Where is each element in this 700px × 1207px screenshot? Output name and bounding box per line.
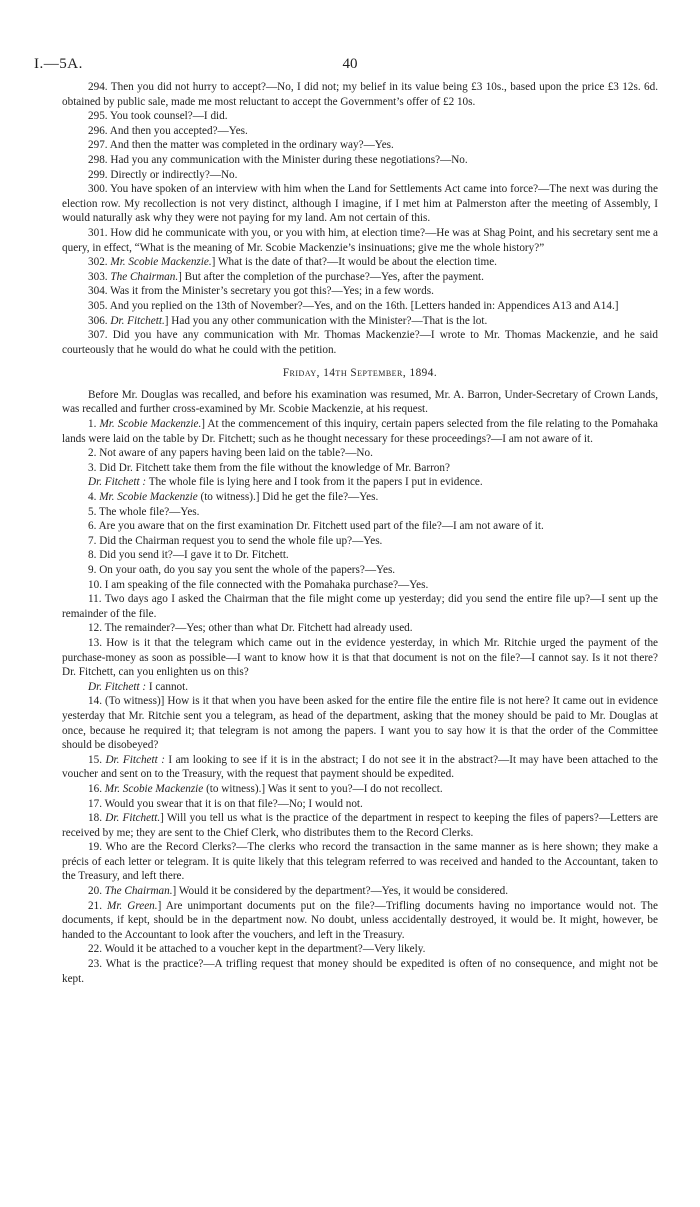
testimony-paragraph (62, 621, 658, 636)
question-number: 20. (88, 885, 105, 898)
testimony-paragraph (62, 124, 658, 139)
testimony-paragraph (62, 797, 658, 812)
paragraph-text: 9. On your oath, do you say you sent the whole of the papers?—Yes. (88, 564, 396, 576)
paragraph-text: 304. Was it from the Minister’s secretary you got this?—Yes; in a few words. (88, 285, 434, 298)
question-number: 4. (88, 491, 100, 504)
paragraph-text: 19. Who are the Record Clerks?—The clerks who record the transaction in the same manner as is here shown; they make a précis of each letter or telegram. It is quite likely that this telegram referred to was received and handed to the Accountant, taken to the Treasury, and left there. (62, 841, 658, 883)
paragraph-text: 307. Did you have any communication with Mr. Thomas Mackenzie?—I wrote to Mr. Thomas Mackenzie, and he said courteously that he would do what he could with the petition. (62, 329, 658, 356)
paragraph-text: 299. Directly or indirectly?—No. (88, 168, 238, 181)
paragraph-text: 297. And then the matter was completed in the ordinary way?—Yes. (88, 139, 394, 152)
testimony-paragraph (62, 461, 658, 476)
testimony-paragraph (62, 519, 658, 534)
section-heading: Friday, 14th September, 1894. (282, 367, 438, 380)
question-number: 1. (88, 418, 100, 431)
testimony-paragraph (62, 328, 658, 357)
testimony-paragraph (62, 548, 658, 563)
speaker-name: The Chairman. (110, 270, 179, 283)
testimony-paragraph (62, 109, 658, 124)
paragraph-text: The whole file is lying here and I took from it the papers I put in evidence. (146, 476, 483, 489)
question-number: 18. (88, 812, 106, 825)
paragraph-text: 23. What is the practice?—A trifling request that money should be expedited is often of no consequence, and might not be kept. (62, 958, 658, 985)
paragraph-text: 6. Are you aware that on the first examination Dr. Fitchett used part of the file?—I am not aware of it. (88, 520, 544, 533)
testimony-paragraph (62, 490, 658, 505)
paragraph-text: ] Are unimportant documents put on the file?—Trifling documents having no importance would not. The documents, if kept, should be in the department now. No doubt, unless accidentally destroyed, it would be. It might, however, be handed to the Accountant to look after the vouchers, and left in the Treasury. (62, 899, 658, 941)
testimony-paragraph (62, 505, 658, 520)
testimony-paragraph (62, 694, 658, 752)
testimony-paragraph (62, 284, 658, 299)
speaker-name: Mr. Green. (107, 899, 158, 912)
speaker-name: Dr. Fitchett : (105, 753, 165, 766)
question-number: 306. (88, 314, 111, 327)
paragraph-text: I am looking to see if it is in the abstract; I do not see it in the abstract?—It may have been attached to the voucher and sent on to the Treasury, with the request that payment should be expedited. (62, 753, 659, 781)
paragraph-text: 8. Did you send it?—I gave it to Dr. Fitchett. (88, 549, 289, 562)
paragraph-text: ] But after the completion of the purchase?—Yes, after the payment. (178, 270, 484, 283)
testimony-paragraph (62, 446, 658, 461)
testimony-paragraph (62, 942, 658, 957)
speaker-name: Mr. Scobie Mackenzie (99, 491, 198, 504)
paragraph-text: 305. And you replied on the 13th of November?—Yes, and on the 16th. [Letters handed in: Appendices A13 and A14.] (88, 299, 619, 312)
paragraph-text: 17. Would you swear that it is on that file?—No; I would not. (88, 797, 363, 810)
paragraph-text: ] At the commencement of this inquiry, certain papers selected from the file relating to the Pomahaka lands were laid on the table by Dr. Fitchett; such as he thought necessary for these proceedings?—I am not aware of it. (62, 418, 659, 445)
testimony-paragraph (62, 270, 658, 285)
paragraph-text: 5. The whole file?—Yes. (88, 505, 200, 518)
paragraph-text: (to witness).] Did he get the file?—Yes. (197, 491, 379, 504)
paragraph-text: 300. You have spoken of an interview with him when the Land for Settlements Act came into force?—The next was during the election row. My recollection is not very distinct, although I imagine, if I met him at Palmerston after the meeting of Assembly, I would naturally ask why they were not paying for my land. Am not certain of this. (62, 183, 658, 225)
paragraph-text: 301. How did he communicate with you, or you with him, at election time?—He was at Shag Point, and his secretary sent me a query, in effect, “What is the meaning of Mr. Scobie Mackenzie’s insinuations; give me the whole history?” (62, 226, 658, 254)
testimony-paragraph (62, 80, 658, 109)
speaker-name: Mr. Scobie Mackenzie. (99, 418, 202, 431)
paragraph-text: (to witness).] Was it sent to you?—I do not recollect. (203, 782, 443, 795)
speaker-name: Dr. Fitchett : (88, 680, 147, 693)
paragraph-text: 13. How is it that the telegram which came out in the evidence yesterday, in which Mr. Ritchie urged the payment of the purchase-money as soon as possible—I want to know how it is that that document is not on the file?—I cannot say. Is it not there? Dr. Fitchett, can you enlighten us on this? (62, 636, 658, 679)
speaker-name: Mr. Scobie Mackenzie (104, 782, 204, 795)
question-number: 15. (88, 753, 106, 766)
paragraph-text: Before Mr. Douglas was recalled, and before his examination was resumed, Mr. A. Barron, Under-Secretary of Crown Lands, was recalled and further cross-examined by Mr. Scobie Mackenzie, at his request. (62, 388, 658, 416)
paragraph-text: 7. Did the Chairman request you to send the whole file up?—Yes. (88, 534, 383, 547)
document-body (62, 80, 658, 986)
paragraph-text: I cannot. (146, 680, 189, 693)
paragraph-text: 3. Did Dr. Fitchett take them from the file without the knowledge of Mr. Barron? (88, 461, 450, 474)
testimony-paragraph (62, 534, 658, 549)
testimony-paragraph (62, 299, 658, 314)
paragraph-text: 12. The remainder?—Yes; other than what Dr. Fitchett had already used. (88, 622, 413, 635)
question-number: 303. (88, 270, 111, 283)
testimony-paragraph (62, 182, 658, 226)
paragraph-text: 22. Would it be attached to a voucher kept in the department?—Very likely. (88, 943, 426, 956)
paragraph-text: 294. Then you did not hurry to accept?—No, I did not; my belief in its value being £3 10s., based upon the price £3 12s. 6d. obtained by public sale, made me most reluctant to accept the Government’s offer of £2 10s. (62, 81, 658, 108)
speaker-name: The Chairman. (104, 885, 173, 898)
speaker-name: Dr. Fitchett : (88, 476, 147, 489)
testimony-paragraph (62, 578, 658, 593)
document-reference: I.—5A. (34, 56, 83, 72)
paragraph-text: 2. Not aware of any papers having been laid on the table?—No. (88, 447, 373, 460)
paragraph-text: 295. You took counsel?—I did. (88, 110, 228, 123)
testimony-paragraph (62, 563, 658, 578)
testimony-paragraph (62, 417, 658, 446)
testimony-paragraph (62, 226, 658, 255)
testimony-paragraph (62, 899, 658, 943)
testimony-paragraph (62, 168, 658, 183)
testimony-paragraph (62, 388, 658, 417)
testimony-paragraph (62, 475, 658, 490)
testimony-paragraph (62, 840, 658, 884)
paragraph-text: ] Had you any other communication with the Minister?—That is the lot. (164, 314, 488, 327)
testimony-paragraph (62, 138, 658, 153)
page-header (34, 56, 666, 76)
testimony-paragraph (62, 811, 658, 840)
testimony-paragraph (62, 255, 658, 270)
paragraph-text: ] What is the date of that?—It would be about the election time. (211, 256, 497, 269)
speaker-name: Dr. Fitchett. (105, 812, 161, 825)
paragraph-text: 296. And then you accepted?—Yes. (88, 124, 248, 137)
paragraph-text: ] Would it be considered by the department?—Yes, it would be considered. (172, 885, 509, 898)
testimony-paragraph (62, 782, 658, 797)
testimony-paragraph (62, 680, 658, 695)
question-number: 21. (88, 899, 107, 912)
testimony-paragraph (62, 592, 658, 621)
paragraph-text: 11. Two days ago I asked the Chairman that the file might come up yesterday; did you send the entire file up?—I sent up the remainder of the file. (62, 593, 658, 620)
page-number: 40 (342, 56, 358, 72)
testimony-paragraph (62, 884, 658, 899)
speaker-name: Dr. Fitchett. (110, 314, 165, 327)
testimony-paragraph (62, 314, 658, 329)
paragraph-text: 14. (To witness)] How is it that when you have been asked for the entire file the entire file is not here? It came out in evidence yesterday that Mr. Ritchie sent you a telegram, as head of the department, asking that the money should be paid to Mr. Douglas at once, because he required it; that telegram is not among the papers. I want you to say how it is that the order of the Committee should be disobeyed? (62, 695, 658, 752)
testimony-paragraph (62, 957, 658, 986)
speaker-name: Mr. Scobie Mackenzie. (110, 256, 212, 269)
question-number: 302. (88, 256, 111, 269)
paragraph-text: 298. Had you any communication with the Minister during these negotiations?—No. (88, 153, 468, 166)
testimony-paragraph (62, 153, 658, 168)
paragraph-text: ] Will you tell us what is the practice of the department in respect to keeping the files of papers?—Letters are received by me; they are sent to the Chief Clerk, who distributes them to the Record Clerks. (62, 812, 659, 839)
question-number: 16. (88, 782, 105, 795)
testimony-paragraph (62, 636, 658, 680)
paragraph-text: 10. I am speaking of the file connected with the Pomahaka purchase?—Yes. (88, 578, 429, 591)
testimony-paragraph (62, 753, 658, 782)
